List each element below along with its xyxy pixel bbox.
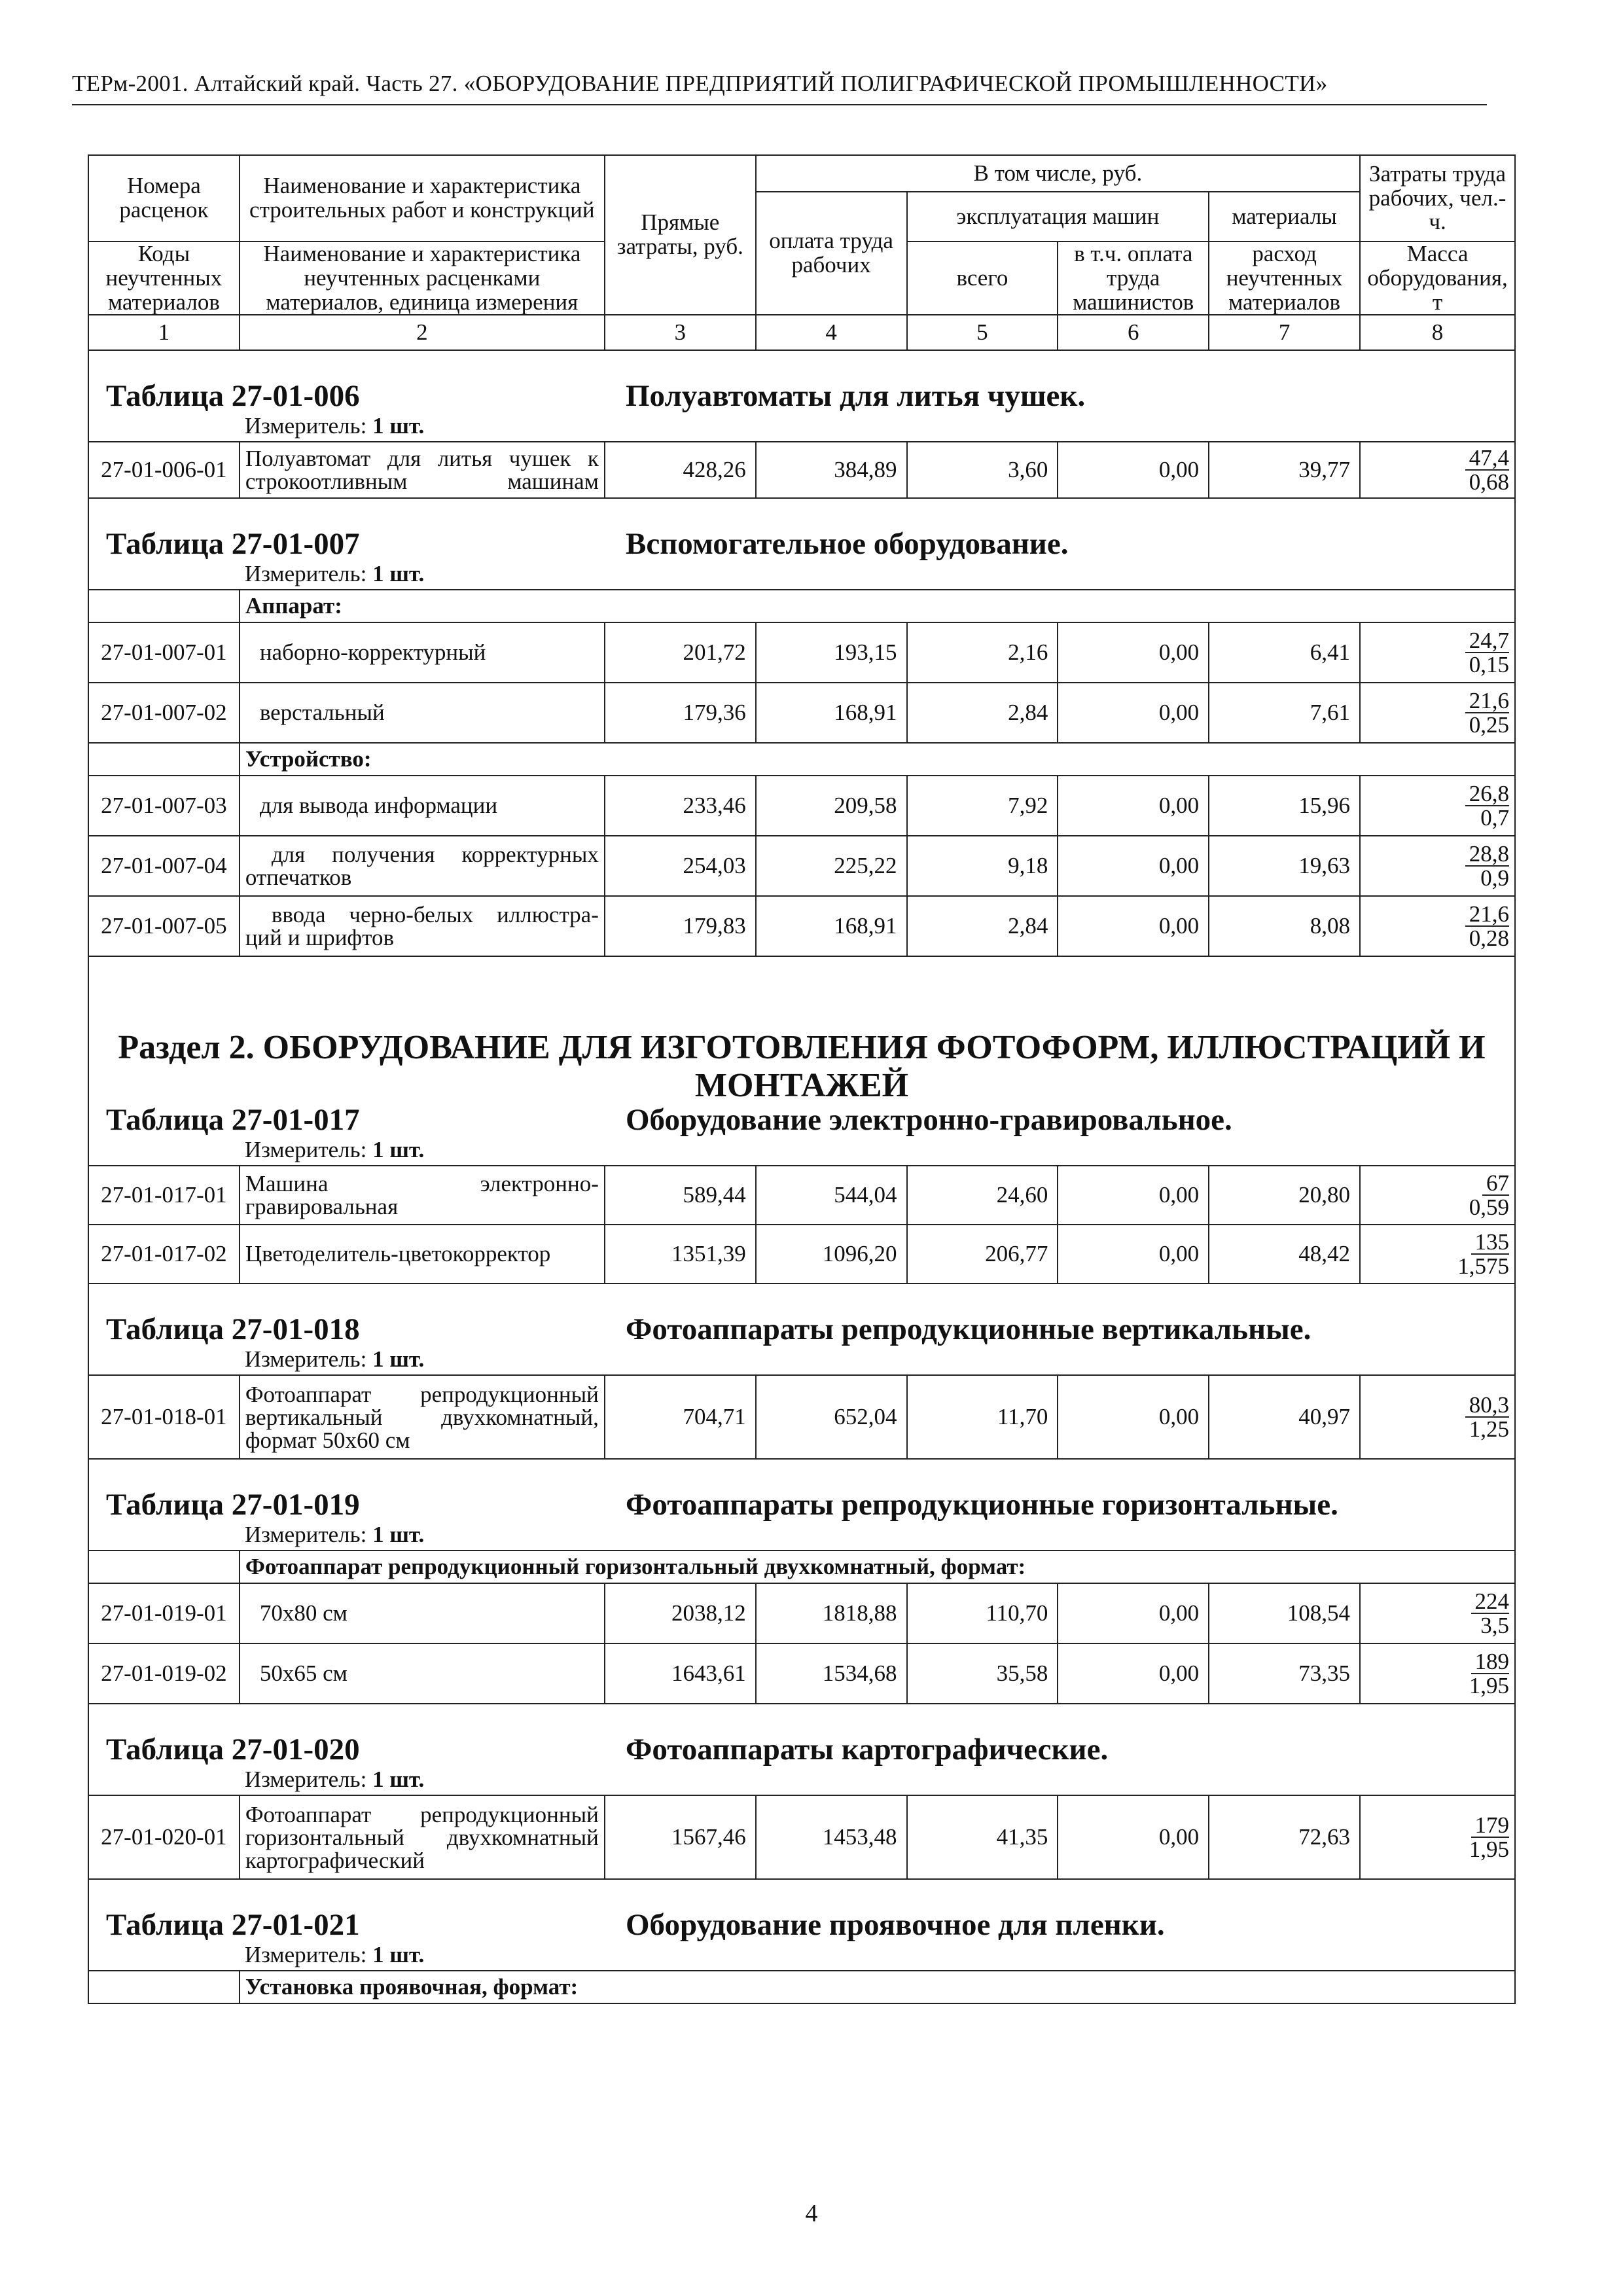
machinist-cost: 0,00 <box>1058 836 1209 896</box>
direct-cost: 254,03 <box>605 836 756 896</box>
machine-cost: 2,84 <box>907 896 1058 956</box>
direct-cost: 428,26 <box>605 442 756 498</box>
measure-value: 1 шт. <box>372 561 425 587</box>
machine-cost: 2,84 <box>907 683 1058 743</box>
machinist-cost: 0,00 <box>1058 622 1209 683</box>
row-code: 27-01-018-01 <box>88 1375 240 1459</box>
labor-cost: 209,58 <box>756 776 907 836</box>
row-code: 27-01-007-01 <box>88 622 240 683</box>
machine-cost: 11,70 <box>907 1375 1058 1459</box>
measure-value: 1 шт. <box>372 1767 425 1793</box>
col-header-machines: эксплуатация машин <box>907 192 1209 242</box>
direct-cost: 233,46 <box>605 776 756 836</box>
col-header-material-codes: Коды неучтенных материалов <box>88 242 240 315</box>
direct-cost: 1351,39 <box>605 1225 756 1283</box>
materials-cost: 15,96 <box>1209 776 1360 836</box>
labor-mass: 189 1,95 <box>1360 1643 1515 1704</box>
col-header-materials: материалы <box>1209 192 1360 242</box>
machine-cost: 110,70 <box>907 1583 1058 1643</box>
measure-label: Измеритель: <box>244 1942 367 1968</box>
measure-label: Измеритель: <box>244 1767 367 1793</box>
col-header-material-names: Наименование и характеристика неучтенных расценками материалов, единица измерения <box>240 242 605 315</box>
row-name: Фотоаппарат репродукционный горизонтальный двухкомнатный картографический <box>240 1795 605 1879</box>
row-code: 27-01-006-01 <box>88 442 240 498</box>
row-name: наборно-корректурный <box>240 622 605 683</box>
direct-cost: 1643,61 <box>605 1643 756 1704</box>
machine-cost: 7,92 <box>907 776 1058 836</box>
table-code: Таблица 27-01-007 <box>106 527 360 562</box>
col-number: 3 <box>605 315 756 350</box>
labor-cost: 384,89 <box>756 442 907 498</box>
row-code: 27-01-017-01 <box>88 1166 240 1225</box>
row-name: 50х65 см <box>240 1643 605 1704</box>
row-code: 27-01-007-05 <box>88 896 240 956</box>
materials-cost: 20,80 <box>1209 1166 1360 1225</box>
labor-mass: 21,6 0,28 <box>1360 896 1515 956</box>
table-code: Таблица 27-01-019 <box>106 1488 360 1522</box>
row-name: 70х80 см <box>240 1583 605 1643</box>
direct-cost: 2038,12 <box>605 1583 756 1643</box>
col-header-incl: В том числе, руб. <box>756 155 1360 192</box>
col-number: 6 <box>1058 315 1209 350</box>
row-code: 27-01-020-01 <box>88 1795 240 1879</box>
col-number: 4 <box>756 315 907 350</box>
table-code: Таблица 27-01-020 <box>106 1732 360 1767</box>
materials-cost: 108,54 <box>1209 1583 1360 1643</box>
direct-cost: 704,71 <box>605 1375 756 1459</box>
labor-mass: 24,7 0,15 <box>1360 622 1515 683</box>
measure-value: 1 шт. <box>372 1942 425 1968</box>
machinist-cost: 0,00 <box>1058 1583 1209 1643</box>
machine-cost: 24,60 <box>907 1166 1058 1225</box>
labor-mass: 47,4 0,68 <box>1360 442 1515 498</box>
materials-cost: 73,35 <box>1209 1643 1360 1704</box>
col-header-name: Наименование и характеристика строительных работ и конструкций <box>240 155 605 242</box>
machinist-cost: 0,00 <box>1058 683 1209 743</box>
col-header-machines-total: всего <box>907 242 1058 315</box>
machinist-cost: 0,00 <box>1058 442 1209 498</box>
row-name: верстальный <box>240 683 605 743</box>
machinist-cost: 0,00 <box>1058 1795 1209 1879</box>
table-code: Таблица 27-01-017 <box>106 1103 360 1138</box>
col-header-material-use: расход неучтенных материалов <box>1209 242 1360 315</box>
row-name: ввода черно-белых иллюстра-ций и шрифтов <box>240 896 605 956</box>
row-name: для получения корректурных отпечатков <box>240 836 605 896</box>
labor-cost: 544,04 <box>756 1166 907 1225</box>
price-table <box>88 154 1516 2004</box>
labor-cost: 168,91 <box>756 896 907 956</box>
labor-mass: 80,3 1,25 <box>1360 1375 1515 1459</box>
col-header-machinist-labor: в т.ч. оплата труда машинистов <box>1058 242 1209 315</box>
labor-cost: 1453,48 <box>756 1795 907 1879</box>
measure-label: Измеритель: <box>244 1522 367 1548</box>
subheading: Аппарат: <box>240 590 1515 622</box>
row-name: Фотоаппарат репродукционный вертикальный двухкомнатный, формат 50х60 см <box>240 1375 605 1459</box>
machine-cost: 41,35 <box>907 1795 1058 1879</box>
row-code: 27-01-007-04 <box>88 836 240 896</box>
row-name: для вывода информации <box>240 776 605 836</box>
machine-cost: 3,60 <box>907 442 1058 498</box>
direct-cost: 201,72 <box>605 622 756 683</box>
direct-cost: 179,83 <box>605 896 756 956</box>
col-header-direct: Прямые затраты, руб. <box>605 155 756 315</box>
subheading: Установка проявочная, формат: <box>240 1971 1515 2003</box>
measure-label: Измеритель: <box>244 1346 367 1372</box>
row-code: 27-01-017-02 <box>88 1225 240 1283</box>
labor-mass: 179 1,95 <box>1360 1795 1515 1879</box>
labor-mass: 224 3,5 <box>1360 1583 1515 1643</box>
table-name: Фотоаппараты репродукционные горизонтальные. <box>626 1488 1338 1522</box>
materials-cost: 39,77 <box>1209 442 1360 498</box>
row-code: 27-01-007-02 <box>88 683 240 743</box>
direct-cost: 179,36 <box>605 683 756 743</box>
col-header-codes: Номера расценок <box>88 155 240 242</box>
measure-label: Измеритель: <box>244 413 367 439</box>
col-number: 2 <box>240 315 605 350</box>
subheading: Фотоаппарат репродукционный горизонтальный двухкомнатный, формат: <box>240 1551 1515 1583</box>
row-code: 27-01-019-01 <box>88 1583 240 1643</box>
labor-cost: 193,15 <box>756 622 907 683</box>
table-code: Таблица 27-01-018 <box>106 1312 360 1347</box>
labor-mass: 28,8 0,9 <box>1360 836 1515 896</box>
labor-cost: 1818,88 <box>756 1583 907 1643</box>
table-name: Вспомогательное оборудование. <box>626 527 1069 562</box>
col-header-labor-cost: Затраты труда рабочих, чел.-ч. <box>1360 155 1515 242</box>
materials-cost: 19,63 <box>1209 836 1360 896</box>
machine-cost: 2,16 <box>907 622 1058 683</box>
col-header-mass: Масса оборудования, т <box>1360 242 1515 315</box>
machinist-cost: 0,00 <box>1058 1225 1209 1283</box>
labor-mass: 21,6 0,25 <box>1360 683 1515 743</box>
row-code: 27-01-007-03 <box>88 776 240 836</box>
page-number: 4 <box>805 2200 818 2227</box>
measure-value: 1 шт. <box>372 1522 425 1548</box>
materials-cost: 6,41 <box>1209 622 1360 683</box>
machine-cost: 206,77 <box>907 1225 1058 1283</box>
col-number: 5 <box>907 315 1058 350</box>
machinist-cost: 0,00 <box>1058 1375 1209 1459</box>
table-code: Таблица 27-01-006 <box>106 379 360 414</box>
machine-cost: 9,18 <box>907 836 1058 896</box>
labor-cost: 1096,20 <box>756 1225 907 1283</box>
materials-cost: 48,42 <box>1209 1225 1360 1283</box>
labor-cost: 652,04 <box>756 1375 907 1459</box>
table-code: Таблица 27-01-021 <box>106 1908 360 1943</box>
measure-label: Измеритель: <box>244 1137 367 1163</box>
direct-cost: 589,44 <box>605 1166 756 1225</box>
col-header-labor: оплата труда рабочих <box>756 192 907 315</box>
page-header: ТЕРм-2001. Алтайский край. Часть 27. «ОБОРУДОВАНИЕ ПРЕДПРИЯТИЙ ПОЛИГРАФИЧЕСКОЙ ПРОМЫШЛЕННОСТИ» <box>72 71 1328 96</box>
materials-cost: 40,97 <box>1209 1375 1360 1459</box>
measure-value: 1 шт. <box>372 1137 425 1163</box>
col-number: 1 <box>88 315 240 350</box>
materials-cost: 7,61 <box>1209 683 1360 743</box>
measure-value: 1 шт. <box>372 1346 425 1372</box>
row-code: 27-01-019-02 <box>88 1643 240 1704</box>
materials-cost: 8,08 <box>1209 896 1360 956</box>
labor-mass: 135 1,575 <box>1360 1225 1515 1283</box>
labor-mass: 67 0,59 <box>1360 1166 1515 1225</box>
row-name: Полуавтомат для литья чушек к строкоотливным машинам <box>240 442 605 498</box>
materials-cost: 72,63 <box>1209 1795 1360 1879</box>
measure-value: 1 шт. <box>372 413 425 439</box>
labor-mass: 26,8 0,7 <box>1360 776 1515 836</box>
machine-cost: 35,58 <box>907 1643 1058 1704</box>
table-name: Фотоаппараты репродукционные вертикальные. <box>626 1312 1311 1347</box>
row-name: Машина электронно-гравировальная <box>240 1166 605 1225</box>
measure-label: Измеритель: <box>244 561 367 587</box>
table-name: Полуавтоматы для литья чушек. <box>626 379 1086 414</box>
subheading: Устройство: <box>240 743 1515 776</box>
machinist-cost: 0,00 <box>1058 1643 1209 1704</box>
table-name: Оборудование электронно-гравировальное. <box>626 1103 1232 1138</box>
labor-cost: 225,22 <box>756 836 907 896</box>
row-name: Цветоделитель-цветокорректор <box>240 1225 605 1283</box>
direct-cost: 1567,46 <box>605 1795 756 1879</box>
labor-cost: 1534,68 <box>756 1643 907 1704</box>
table-name: Фотоаппараты картографические. <box>626 1732 1109 1767</box>
section-heading: Раздел 2. ОБОРУДОВАНИЕ ДЛЯ ИЗГОТОВЛЕНИЯ ФОТОФОРМ, ИЛЛЮСТРАЦИЙ И МОНТАЖЕЙ <box>118 1029 1486 1105</box>
col-number: 7 <box>1209 315 1360 350</box>
labor-cost: 168,91 <box>756 683 907 743</box>
machinist-cost: 0,00 <box>1058 1166 1209 1225</box>
header-rule <box>72 104 1487 105</box>
col-number: 8 <box>1360 315 1515 350</box>
table-name: Оборудование проявочное для пленки. <box>626 1908 1165 1943</box>
machinist-cost: 0,00 <box>1058 776 1209 836</box>
machinist-cost: 0,00 <box>1058 896 1209 956</box>
